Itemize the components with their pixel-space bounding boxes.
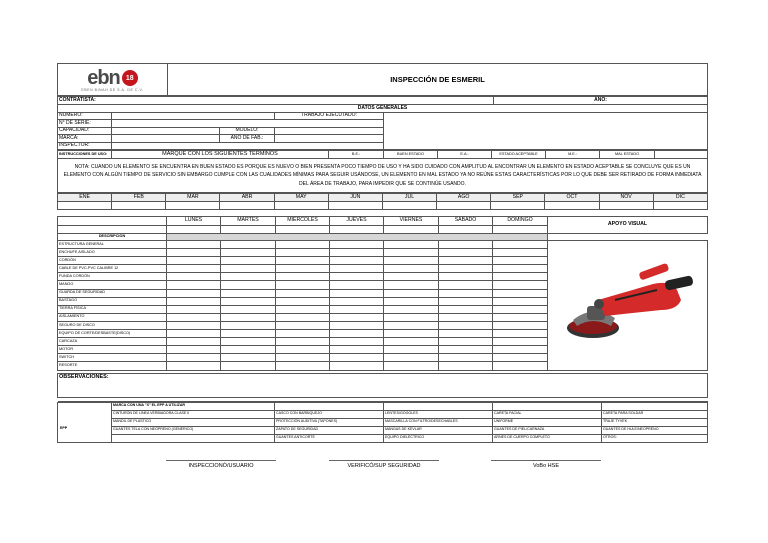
check-cell[interactable] [493, 313, 548, 321]
check-cell[interactable] [276, 354, 330, 362]
check-cell[interactable] [384, 362, 439, 370]
month-sep: SEP [491, 194, 545, 202]
check-cell[interactable] [276, 321, 330, 329]
epp-option[interactable]: LENTES/GOGGLES [384, 410, 493, 418]
check-cell[interactable] [384, 241, 439, 249]
check-cell[interactable] [276, 281, 330, 289]
check-cell[interactable] [384, 265, 439, 273]
check-cell[interactable] [221, 346, 276, 354]
check-cell[interactable] [384, 338, 439, 346]
item-label: EQUIPO DE CORTE/DESBASTE(DISCO) [58, 330, 167, 338]
serie-field[interactable] [112, 120, 384, 128]
anio-label: AÑO: [494, 97, 708, 105]
month-jun: JUN [328, 194, 382, 202]
capacidad-label: CAPACIDAD: [58, 127, 112, 135]
serie-label: N° DE SERIE: [58, 120, 112, 128]
check-cell[interactable] [439, 273, 493, 281]
epp-option[interactable]: PROTECCIÓN AUDITIVA (TAPONES) [275, 418, 384, 426]
check-cell[interactable] [330, 362, 384, 370]
check-cell[interactable] [493, 321, 548, 329]
month-cell[interactable] [328, 202, 382, 210]
epp-option[interactable]: ARNÉS DE CUERPO COMPLETO [493, 434, 602, 442]
epp-option[interactable]: CINTURÓN DE LÍNEA VERBIADORA CLASE II [112, 410, 275, 418]
capacidad-field[interactable] [112, 127, 220, 135]
check-cell[interactable] [167, 265, 221, 273]
item-label: BASTAGO [58, 297, 167, 305]
item-label: MANGO [58, 281, 167, 289]
check-cell[interactable] [439, 362, 493, 370]
check-cell[interactable] [330, 346, 384, 354]
check-cell[interactable] [330, 330, 384, 338]
instrucciones-label: INSTRUCCIONES DE USO: [58, 151, 112, 159]
me-code: M.E.: [546, 151, 600, 159]
months-table [57, 193, 708, 210]
check-cell[interactable] [330, 289, 384, 297]
instructions-table [57, 150, 708, 193]
table-row [58, 241, 708, 249]
check-cell[interactable] [276, 249, 330, 257]
check-cell[interactable] [167, 321, 221, 329]
be-text: BUEN ESTADO [384, 151, 438, 159]
check-cell[interactable] [167, 313, 221, 321]
header-table [57, 63, 708, 96]
signature-inspecciono: INSPECCIONÓ/USUARIO [166, 460, 276, 469]
epp-option[interactable]: TRAJE TYVEK [602, 418, 708, 426]
check-cell[interactable] [221, 362, 276, 370]
ea-code: E.A.: [438, 151, 492, 159]
item-label: GUARDA DE SEGURIDAD [58, 289, 167, 297]
check-cell[interactable] [167, 273, 221, 281]
inspector-label: INSPECTOR: [58, 142, 112, 150]
numero-label: NUMERO: [58, 112, 112, 120]
check-cell[interactable] [493, 305, 548, 313]
day-header: VIERNES [384, 217, 439, 226]
hatched-band [167, 233, 548, 241]
check-cell[interactable] [384, 346, 439, 354]
month-mar: MAR [166, 194, 220, 202]
check-cell[interactable] [493, 265, 548, 273]
check-cell[interactable] [276, 273, 330, 281]
check-cell[interactable] [167, 257, 221, 265]
item-label: SEGURO DE DISCO [58, 321, 167, 329]
check-cell[interactable] [276, 330, 330, 338]
check-cell[interactable] [493, 338, 548, 346]
check-cell[interactable] [167, 338, 221, 346]
item-label: SWITCH [58, 354, 167, 362]
epp-option[interactable]: GUANTES TELA CON NEOPRENO (GENÉRICO) [112, 426, 275, 434]
observations-table [57, 373, 708, 402]
item-label: MOTOR [58, 346, 167, 354]
check-cell[interactable] [330, 354, 384, 362]
check-cell[interactable] [330, 338, 384, 346]
month-cell[interactable] [274, 202, 328, 210]
check-cell[interactable] [167, 289, 221, 297]
check-cell[interactable] [221, 305, 276, 313]
check-cell[interactable] [167, 305, 221, 313]
me-text: MAL ESTADO [600, 151, 655, 159]
epp-label: EPP [58, 402, 112, 442]
check-cell[interactable] [276, 257, 330, 265]
check-cell[interactable] [439, 265, 493, 273]
month-cell[interactable] [545, 202, 599, 210]
epp-instruction: MARCA CON UNA "X" EL EPP A UTILIZAR [112, 402, 275, 410]
epp-option[interactable] [112, 434, 275, 442]
epp-option[interactable]: MASCARILLA CON FILTRO/DESECHABLES [384, 418, 493, 426]
month-abr: ABR [220, 194, 274, 202]
check-cell[interactable] [384, 273, 439, 281]
check-cell[interactable] [276, 241, 330, 249]
check-cell[interactable] [439, 313, 493, 321]
trabajo-field[interactable] [384, 112, 708, 150]
anio-fab-field[interactable] [275, 135, 384, 143]
epp-option[interactable]: OTROS: [602, 434, 708, 442]
epp-option[interactable]: GUANTES ANTICORTE [275, 434, 384, 442]
check-cell[interactable] [439, 257, 493, 265]
month-may: MAY [274, 194, 328, 202]
check-cell[interactable] [439, 346, 493, 354]
modelo-label: MODELO: [220, 127, 275, 135]
item-label: CARCAZA [58, 338, 167, 346]
check-cell[interactable] [384, 281, 439, 289]
epp-option[interactable]: UNIFORME [493, 418, 602, 426]
numero-field[interactable] [112, 112, 275, 120]
check-cell[interactable] [493, 362, 548, 370]
day-cell[interactable] [276, 226, 330, 234]
check-cell[interactable] [439, 354, 493, 362]
check-cell[interactable] [439, 297, 493, 305]
day-cell[interactable] [493, 226, 548, 234]
epp-option[interactable]: CASCO CON BARBIQUEJO [275, 410, 384, 418]
check-cell[interactable] [384, 249, 439, 257]
day-header: SÁBADO [439, 217, 493, 226]
check-cell[interactable] [384, 257, 439, 265]
check-cell[interactable] [330, 257, 384, 265]
logo-badge: 18 [122, 70, 138, 86]
trabajo-label: TRABAJO EJECUTADO: [275, 112, 384, 120]
check-cell[interactable] [221, 257, 276, 265]
check-cell[interactable] [493, 249, 548, 257]
check-cell[interactable] [493, 346, 548, 354]
signature-verifico: VERIFICÓ/SUP SEGURIDAD [329, 460, 439, 469]
check-cell[interactable] [439, 321, 493, 329]
check-cell[interactable] [493, 241, 548, 249]
check-cell[interactable] [493, 257, 548, 265]
month-cell[interactable] [599, 202, 653, 210]
check-cell[interactable] [167, 281, 221, 289]
day-header: JUEVES [330, 217, 384, 226]
check-cell[interactable] [276, 362, 330, 370]
day-cell[interactable] [221, 226, 276, 234]
epp-option[interactable]: GUANTES DE HULE/NEOPRENO [602, 426, 708, 434]
check-cell[interactable] [384, 305, 439, 313]
modelo-field[interactable] [275, 127, 384, 135]
check-cell[interactable] [276, 265, 330, 273]
check-cell[interactable] [439, 289, 493, 297]
check-cell[interactable] [330, 297, 384, 305]
month-cell[interactable] [653, 202, 707, 210]
nota-text: NOTA: CUANDO UN ELEMENTO SE ENCUENTRA EN BUEN ESTADO ES PORQUE ES NUEVO O BIEN PRESENTA POCO TIEMPO DE USO Y HA SIDO CUIDADO CON AMPLITUD AL ENCONTRAR UN ELEMENTO EN ESTADO ACEPTABLE SE CONCLUYE QUE ES UN ELEMENTO CON ALGÚN TIEMPO DE SERVICIO SIN EMBARGO CUMPLE CON LAS CUALIDADES MÍNIMAS PARA SEGUIR USÁNDOSE, UN ELEMENTO EN MAL ESTADO YA NO REÚNE ESTAS CARACTERÍSTICAS POR LO QUE DEBE SER RETIRADO DE FORMA INMEDIATA DEL ÁREA DE TRABAJO, PARA IMPEDIR QUE SE CONTINÚE USANDO. [58, 159, 708, 193]
month-jul: JUL [382, 194, 436, 202]
logo-subtitle: EBEN BINAH DE S.A. DE C.V. [81, 88, 144, 93]
month-cell[interactable] [112, 202, 166, 210]
day-cell[interactable] [330, 226, 384, 234]
check-cell[interactable] [330, 241, 384, 249]
check-cell[interactable] [330, 249, 384, 257]
month-cell[interactable] [491, 202, 545, 210]
check-cell[interactable] [439, 241, 493, 249]
anio-fab-label: AÑO DE FAB.: [220, 135, 275, 143]
datos-generales-heading: DATOS GENERALES [58, 105, 708, 113]
check-cell[interactable] [384, 289, 439, 297]
inspector-field[interactable] [112, 142, 384, 150]
check-cell[interactable] [221, 249, 276, 257]
check-cell[interactable] [276, 297, 330, 305]
check-cell[interactable] [330, 265, 384, 273]
month-dic: DIC [653, 194, 707, 202]
epp-option[interactable]: MANGAS DE KEVLAR [384, 426, 493, 434]
check-cell[interactable] [221, 273, 276, 281]
month-cell[interactable] [220, 202, 274, 210]
day-header: LUNES [167, 217, 221, 226]
check-cell[interactable] [439, 305, 493, 313]
check-cell[interactable] [221, 321, 276, 329]
check-cell[interactable] [221, 289, 276, 297]
epp-option[interactable]: CARETA PARA SOLDAR [602, 410, 708, 418]
check-cell[interactable] [439, 330, 493, 338]
epp-option[interactable]: ZAPATO DE SEGURIDAD [275, 426, 384, 434]
check-cell[interactable] [221, 313, 276, 321]
check-cell[interactable] [167, 297, 221, 305]
marca-field[interactable] [112, 135, 220, 143]
item-label: CORDÓN [58, 257, 167, 265]
marca-label: MARCA: [58, 135, 112, 143]
epp-option[interactable]: GUANTES DE PIEL/CARNAZA [493, 426, 602, 434]
check-cell[interactable] [384, 321, 439, 329]
check-cell[interactable] [493, 297, 548, 305]
check-cell[interactable] [493, 281, 548, 289]
contratista-label: CONTRATISTA: [58, 97, 494, 105]
item-label: TIERRA FÍSICA [58, 305, 167, 313]
check-cell[interactable] [384, 330, 439, 338]
epp-option[interactable]: MANDIL DE PLÁSTICO [112, 418, 275, 426]
grinder-image [548, 241, 708, 371]
logo [58, 64, 168, 96]
check-cell[interactable] [167, 330, 221, 338]
month-ago: AGO [437, 194, 491, 202]
check-cell[interactable] [221, 330, 276, 338]
be-code: B.E.: [329, 151, 384, 159]
general-data-table [57, 96, 708, 150]
marque-text: MARQUE CON LOS SIGUIENTES TÉRMINOS [112, 151, 329, 159]
month-cell[interactable] [382, 202, 436, 210]
check-cell[interactable] [493, 354, 548, 362]
check-cell[interactable] [167, 249, 221, 257]
check-cell[interactable] [330, 305, 384, 313]
check-cell[interactable] [330, 281, 384, 289]
day-cell[interactable] [439, 226, 493, 234]
check-cell[interactable] [439, 281, 493, 289]
month-cell[interactable] [166, 202, 220, 210]
item-label: ESTRUCTURA GENERAL [58, 241, 167, 249]
check-cell[interactable] [221, 241, 276, 249]
check-cell[interactable] [221, 265, 276, 273]
checklist-table [57, 216, 708, 371]
check-cell[interactable] [167, 346, 221, 354]
month-nov: NOV [599, 194, 653, 202]
check-cell[interactable] [221, 338, 276, 346]
check-cell[interactable] [221, 281, 276, 289]
check-cell[interactable] [167, 354, 221, 362]
epp-table [57, 402, 708, 443]
month-cell[interactable] [58, 202, 112, 210]
check-cell[interactable] [330, 313, 384, 321]
check-cell[interactable] [330, 273, 384, 281]
check-cell[interactable] [276, 305, 330, 313]
check-cell[interactable] [330, 321, 384, 329]
item-label: RESORTE [58, 362, 167, 370]
day-header: MIÉRCOLES [276, 217, 330, 226]
epp-option[interactable]: CARETA FACIAL [493, 410, 602, 418]
check-cell[interactable] [384, 297, 439, 305]
check-cell[interactable] [493, 330, 548, 338]
check-cell[interactable] [221, 297, 276, 305]
month-cell[interactable] [437, 202, 491, 210]
check-cell[interactable] [167, 241, 221, 249]
check-cell[interactable] [384, 354, 439, 362]
ea-text: ESTADO ACEPTABLE [492, 151, 546, 159]
item-label: AISLAMIENTO [58, 313, 167, 321]
day-cell[interactable] [384, 226, 439, 234]
day-header: MARTES [221, 217, 276, 226]
check-cell[interactable] [384, 313, 439, 321]
check-cell[interactable] [167, 362, 221, 370]
month-ene: ENE [58, 194, 112, 202]
signature-vobo-hse: VoBo HSE [491, 460, 601, 469]
observaciones-label: OBSERVACIONES: [58, 373, 708, 397]
month-feb: FEB [112, 194, 166, 202]
day-header: DOMINGO [493, 217, 548, 226]
check-cell[interactable] [439, 249, 493, 257]
check-cell[interactable] [276, 289, 330, 297]
check-cell[interactable] [493, 289, 548, 297]
day-cell[interactable] [167, 226, 221, 234]
check-cell[interactable] [221, 354, 276, 362]
check-cell[interactable] [276, 313, 330, 321]
check-cell[interactable] [276, 338, 330, 346]
check-cell[interactable] [439, 338, 493, 346]
apoyo-visual-heading: APOYO VISUAL [548, 217, 708, 234]
epp-option[interactable]: EQUIPO DIELÉCTRICO [384, 434, 493, 442]
item-label: CABLE DE PVC-PVC CALIBRE 12 [58, 265, 167, 273]
month-oct: OCT [545, 194, 599, 202]
descripcion-heading: DESCRIPCIÓN [58, 233, 167, 241]
check-cell[interactable] [493, 273, 548, 281]
inspection-form [57, 63, 708, 443]
page-title: INSPECCIÓN DE ESMERIL [168, 64, 708, 96]
check-cell[interactable] [276, 346, 330, 354]
signature-area [0, 460, 768, 472]
item-label: FUNDA CORDÓN [58, 273, 167, 281]
item-label: ENCHUFE AISLADO [58, 249, 167, 257]
logo-wordmark: ebn [87, 67, 120, 90]
